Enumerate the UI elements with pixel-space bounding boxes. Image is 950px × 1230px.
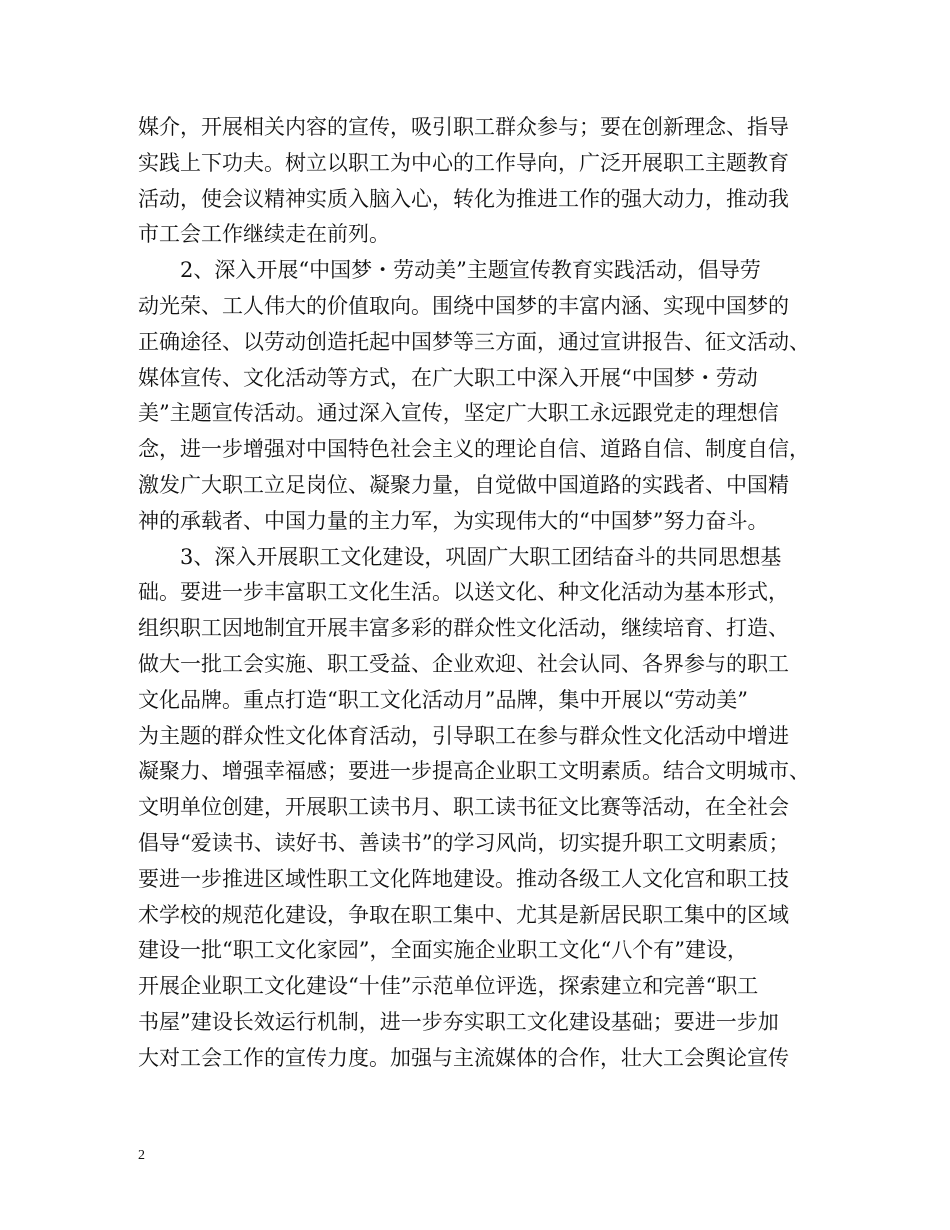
text-line: 动光荣、工人伟大的价值取向。围绕中国梦的丰富内涵、实现中国梦的 (138, 293, 789, 318)
text-line: 凝聚力、增强幸福感；要进一步提高企业职工文明素质。结合文明城市、 (138, 759, 810, 784)
text-line: 开展企业职工文化建设“十佳”示范单位评选，探索建立和完善“职工 (138, 974, 759, 999)
text-line: 书屋”建设长效运行机制，进一步夯实职工文化建设基础；要进一步加 (138, 1009, 779, 1034)
text-line: 正确途径、以劳动创造托起中国梦等三方面，通过宣讲报告、征文活动、 (138, 329, 810, 354)
text-line: 激发广大职工立足岗位、凝聚力量，自觉做中国道路的实践者、中国精 (138, 472, 789, 497)
text-line: 市工会工作继续走在前列。 (138, 222, 390, 247)
text-line: 文明单位创建，开展职工读书月、职工读书征文比赛等活动，在全社会 (138, 795, 789, 820)
text-line: 美”主题宣传活动。通过深入宣传，坚定广大职工永远跟党走的理想信 (138, 401, 779, 426)
text-line: 大对工会工作的宣传力度。加强与主流媒体的合作，壮大工会舆论宣传 (138, 1045, 789, 1070)
text-line: 做大一批工会实施、职工受益、企业欢迎、社会认同、各界参与的职工 (138, 651, 789, 676)
text-line: 要进一步推进区域性职工文化阵地建设。推动各级工人文化宫和职工技 (138, 866, 789, 891)
text-line: 术学校的规范化建设，争取在职工集中、尤其是新居民职工集中的区域 (138, 902, 789, 927)
text-line: 为主题的群众性文化体育活动，引导职工在参与群众性文化活动中增进 (138, 723, 789, 748)
text-line: 文化品牌。重点打造“职工文化活动月”品牌，集中开展以“劳动美” (138, 687, 748, 712)
paragraph-start-line: 3、深入开展职工文化建设，巩固广大职工团结奋斗的共同思想基 (180, 544, 782, 569)
text-line: 媒体宣传、文化活动等方式，在广大职工中深入开展“中国梦・劳动 (138, 365, 758, 390)
text-line: 神的承载者、中国力量的主力军，为实现伟大的“中国梦”努力奋斗。 (138, 508, 769, 533)
text-line: 组织职工因地制宜开展丰富多彩的群众性文化活动，继续培育、打造、 (138, 616, 789, 641)
text-line: 实践上下功夫。树立以职工为中心的工作导向，广泛开展职工主题教育 (138, 150, 789, 175)
text-line: 念，进一步增强对中国特色社会主义的理论自信、道路自信、制度自信， (138, 437, 810, 462)
text-line: 倡导“爱读书、读好书、善读书”的学习风尚，切实提升职工文明素质； (138, 830, 790, 855)
page-number: 2 (138, 1148, 145, 1163)
text-line: 媒介，开展相关内容的宣传，吸引职工群众参与；要在创新理念、指导 (138, 115, 789, 139)
body-text (138, 110, 818, 1077)
paragraph-start-line: 2、深入开展“中国梦・劳动美”主题宣传教育实践活动，倡导劳 (180, 258, 761, 283)
text-line: 础。要进一步丰富职工文化生活。以送文化、种文化活动为基本形式， (138, 580, 789, 605)
text-line: 活动，使会议精神实质入脑入心，转化为推进工作的强大动力，推动我 (138, 186, 789, 211)
text-line: 建设一批“职工文化家园”，全面实施企业职工文化“八个有”建设， (138, 938, 748, 963)
